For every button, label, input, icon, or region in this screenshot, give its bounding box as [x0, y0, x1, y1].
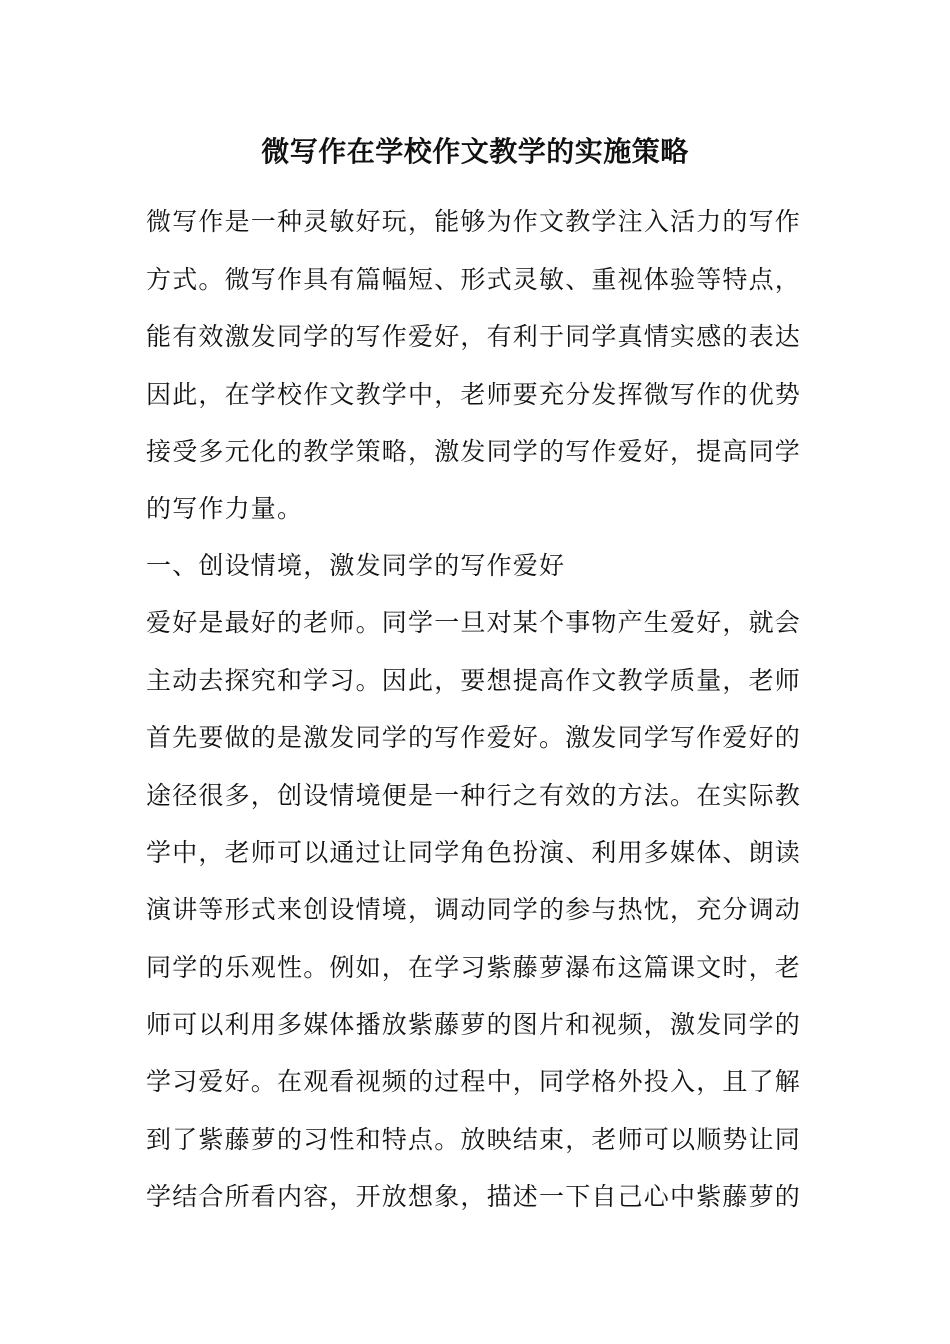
- document-title: 微写作在学校作文教学的实施策略: [261, 135, 689, 168]
- paragraph-line: 的写作力量。: [146, 494, 304, 523]
- paragraph-line: 途径很多，创设情境便是一种行之有效的方法。在实际教: [146, 781, 802, 810]
- section-heading: 一、创设情境，激发同学的写作爱好: [146, 551, 566, 580]
- paragraph-line: 学中，老师可以通过让同学角色扮演、利用多媒体、朗读: [146, 838, 802, 867]
- paragraph-line: 能有效激发同学的写作爱好，有利于同学真情实感的表达: [146, 322, 802, 351]
- paragraph-line: 爱好是最好的老师。同学一旦对某个事物产生爱好，就会: [146, 608, 802, 637]
- paragraph-line: 主动去探究和学习。因此，要想提高作文教学质量，老师: [146, 666, 802, 695]
- paragraph-line: 学结合所看内容，开放想象，描述一下自己心中紫藤萝的: [146, 1182, 802, 1211]
- paragraph-line: 到了紫藤萝的习性和特点。放映结束，老师可以顺势让同: [146, 1125, 802, 1154]
- paragraph-line: 接受多元化的教学策略，激发同学的写作爱好，提高同学: [146, 437, 802, 466]
- paragraph-line: 演讲等形式来创设情境，调动同学的参与热忱，充分调动: [146, 895, 802, 924]
- paragraph-line: 师可以利用多媒体播放紫藤萝的图片和视频，激发同学的: [146, 1010, 802, 1039]
- paragraph-line: 方式。微写作具有篇幅短、形式灵敏、重视体验等特点，: [146, 265, 802, 294]
- paragraph-line: 同学的乐观性。例如，在学习紫藤萝瀑布这篇课文时，老: [146, 953, 802, 982]
- paragraph-line: 因此，在学校作文教学中，老师要充分发挥微写作的优势: [146, 380, 802, 409]
- paragraph-line: 学习爱好。在观看视频的过程中，同学格外投入，且了解: [146, 1067, 802, 1096]
- paragraph-line: 微写作是一种灵敏好玩，能够为作文教学注入活力的写作: [146, 207, 802, 236]
- paragraph-line: 首先要做的是激发同学的写作爱好。激发同学写作爱好的: [146, 723, 802, 752]
